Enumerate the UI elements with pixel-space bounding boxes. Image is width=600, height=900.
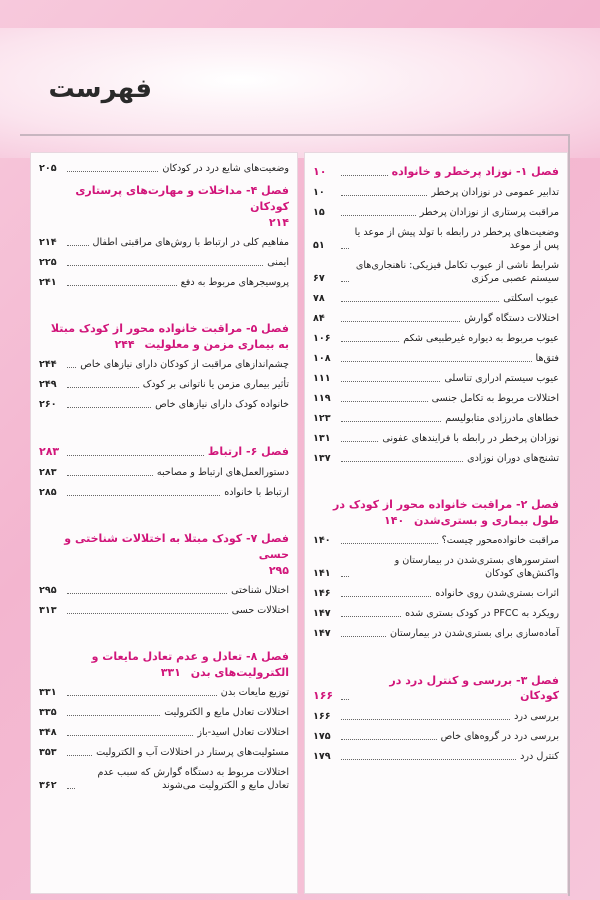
chapter-5-heading[interactable] bbox=[39, 317, 289, 355]
leader-dots bbox=[341, 719, 510, 720]
page-number: ۲۱۴ bbox=[268, 216, 289, 229]
leader-dots bbox=[341, 543, 438, 544]
entry-title: تشنج‌های دوران نوزادی bbox=[467, 453, 559, 464]
toc-entry[interactable] bbox=[313, 203, 559, 223]
leader-dots bbox=[67, 613, 228, 614]
entry-title: ارتباط با خانواده bbox=[224, 487, 289, 498]
leader-dots bbox=[341, 421, 441, 422]
toc-entry[interactable] bbox=[39, 763, 289, 796]
toc-entry[interactable] bbox=[39, 355, 289, 375]
entry-title: چشم‌اندازهای مراقبت از کودکان دارای نیازهای خاص bbox=[80, 359, 289, 370]
toc-entry[interactable] bbox=[313, 624, 559, 644]
leader-dots bbox=[341, 361, 532, 362]
entry-title: اختلال شناختی bbox=[231, 585, 289, 596]
leader-dots bbox=[341, 616, 401, 617]
toc-entry[interactable] bbox=[39, 581, 289, 601]
leader-dots bbox=[67, 495, 220, 496]
page-title: فهرست bbox=[48, 74, 152, 104]
toc-entry[interactable] bbox=[313, 369, 559, 389]
entry-title: شرایط ناشی از عیوب تکامل فیزیکی: ناهنجاری‌های سیستم عصبی مرکزی bbox=[355, 260, 559, 284]
chapter-3-items bbox=[313, 707, 559, 767]
entry-title: تأثیر بیماری مزمن یا ناتوانی بر کودک bbox=[142, 379, 289, 390]
page-number: ۲۸۳ bbox=[39, 445, 60, 458]
page-number: ۱۰۶ bbox=[313, 333, 331, 344]
toc-entry[interactable] bbox=[313, 223, 559, 256]
page-number: ۳۳۱ bbox=[39, 687, 57, 698]
toc-left-panel bbox=[30, 152, 298, 894]
toc-entry[interactable] bbox=[39, 743, 289, 763]
toc-entry[interactable] bbox=[313, 604, 559, 624]
toc-entry[interactable] bbox=[39, 159, 289, 179]
page-number: ۳۳۱ bbox=[160, 666, 181, 679]
chapter-title: فصل ۸- تعادل و عدم تعادل مایعات و الکترولیت‌های بدن bbox=[91, 650, 289, 679]
page-number: ۲۸۵ bbox=[39, 487, 57, 498]
page-number: ۶۷ bbox=[313, 273, 325, 284]
page-number: ۲۹۵ bbox=[268, 564, 289, 577]
entry-title: تدابیر عمومی در نوزادان پرخطر bbox=[431, 187, 559, 198]
entry-title: اختلالات مربوط به دستگاه گوارش که سبب عدم تعادل مایع و الکترولیت می‌شوند bbox=[97, 767, 289, 791]
leader-dots bbox=[67, 475, 153, 476]
page-number: ۱۱۱ bbox=[313, 373, 331, 384]
leader-dots bbox=[341, 596, 431, 597]
chapter-title: فصل ۷- کودک مبتلا به اختلالات شناختی و حسی bbox=[64, 532, 289, 561]
page-number: ۲۸۳ bbox=[39, 467, 57, 478]
leader-dots bbox=[341, 341, 399, 342]
leader-dots bbox=[67, 455, 204, 456]
page-number: ۲۰۵ bbox=[39, 163, 57, 174]
chapter-title: فصل ۳- بررسی و کنترل درد در کودکان bbox=[389, 674, 559, 702]
chapter-4-items bbox=[39, 233, 289, 293]
page-number: ۷۸ bbox=[313, 293, 325, 304]
toc-entry[interactable] bbox=[313, 449, 559, 469]
toc-entry[interactable] bbox=[313, 409, 559, 429]
page-number: ۳۶۲ bbox=[39, 780, 57, 791]
leader-dots bbox=[67, 171, 158, 172]
page-number: ۳۳۵ bbox=[39, 707, 57, 718]
entry-title: مفاهیم کلی در ارتباط با روش‌های مراقبتی اطفال bbox=[92, 237, 289, 248]
entry-title: وضعیت‌های پرخطر در رابطه با تولد پیش از موعد یا پس از موعد bbox=[354, 227, 559, 251]
toc-entry[interactable] bbox=[313, 349, 559, 369]
entry-title: فتق‌ها bbox=[535, 353, 559, 364]
toc-left-column bbox=[39, 159, 289, 796]
leader-dots bbox=[341, 461, 463, 462]
toc-entry[interactable] bbox=[313, 183, 559, 203]
entry-title: پروسیجرهای مربوط به دفع bbox=[180, 277, 289, 288]
toc-entry[interactable] bbox=[313, 309, 559, 329]
entry-title: بررسی درد bbox=[514, 711, 559, 722]
page-number: ۱۷۵ bbox=[313, 731, 331, 742]
toc-entry[interactable] bbox=[313, 747, 559, 767]
leader-dots bbox=[341, 441, 378, 442]
chapter-title: فصل ۵- مراقبت خانواده محور از کودک مبتلا به بیماری مزمن و معلولیت bbox=[50, 322, 289, 351]
page-number: ۱۴۷ bbox=[313, 628, 331, 639]
toc-entry[interactable] bbox=[39, 253, 289, 273]
leader-dots bbox=[341, 175, 388, 176]
page-number: ۲۲۵ bbox=[39, 257, 57, 268]
entry-title: خانواده کودک دارای نیازهای خاص bbox=[155, 399, 289, 410]
entry-title: اختلالات تعادل مایع و الکترولیت bbox=[164, 707, 289, 718]
chapter-6-heading[interactable] bbox=[39, 439, 289, 463]
leader-dots bbox=[341, 381, 440, 382]
leader-dots bbox=[341, 281, 349, 282]
toc-entry[interactable] bbox=[39, 463, 289, 483]
leader-dots bbox=[341, 576, 349, 577]
page-number: ۲۴۹ bbox=[39, 379, 57, 390]
leader-dots bbox=[67, 715, 160, 716]
page-number: ۲۴۴ bbox=[114, 338, 135, 351]
entry-title: دستورالعمل‌های ارتباط و مصاحبه bbox=[156, 467, 289, 478]
toc-entry[interactable] bbox=[313, 551, 559, 584]
chapter-2-items bbox=[313, 531, 559, 644]
page-number: ۳۴۸ bbox=[39, 727, 57, 738]
leader-dots bbox=[341, 301, 499, 302]
page-number: ۱۳۷ bbox=[313, 453, 331, 464]
entry-title: عیوب اسکلتی bbox=[503, 293, 559, 304]
toc-entry[interactable] bbox=[313, 707, 559, 727]
page-number: ۱۵ bbox=[313, 207, 325, 218]
page-number: ۱۳۱ bbox=[313, 433, 331, 444]
entry-title: اختلالات تعادل اسید-باز bbox=[197, 727, 289, 738]
toc-entry[interactable] bbox=[313, 429, 559, 449]
page-number: ۲۱۴ bbox=[39, 237, 57, 248]
page-number: ۱۶۶ bbox=[313, 689, 334, 702]
chapter-title: فصل ۴- مداخلات و مهارت‌های پرستاری کودکان bbox=[75, 184, 289, 213]
page-number: ۱۴۰ bbox=[384, 514, 405, 527]
leader-dots bbox=[67, 367, 76, 368]
entry-title: عیوب مربوط به دیواره غیرطبیعی شکم bbox=[403, 333, 559, 344]
page-number: ۱۴۱ bbox=[313, 568, 331, 579]
page-number: ۱۰۸ bbox=[313, 353, 331, 364]
toc-entry[interactable] bbox=[39, 601, 289, 621]
page-number: ۱۰ bbox=[313, 187, 325, 198]
toc-entry[interactable] bbox=[39, 395, 289, 415]
toc-entry[interactable] bbox=[39, 683, 289, 703]
chapter-title: فصل ۱- نوزاد پرخطر و خانواده bbox=[391, 165, 559, 178]
entry-title: اختلالات مربوط به تکامل جنسی bbox=[431, 393, 559, 404]
toc-entry[interactable] bbox=[313, 289, 559, 309]
leader-dots bbox=[341, 215, 416, 216]
toc-entry[interactable] bbox=[39, 375, 289, 395]
chapter-8-items bbox=[39, 683, 289, 796]
entry-title: توزیع مایعات بدن bbox=[220, 687, 289, 698]
chapter-3-heading[interactable] bbox=[313, 668, 559, 707]
page-number: ۲۶۰ bbox=[39, 399, 57, 410]
page-number: ۳۱۳ bbox=[39, 605, 57, 616]
toc-entry[interactable] bbox=[313, 531, 559, 551]
leader-dots bbox=[67, 285, 177, 286]
page-number: ۱۷۹ bbox=[313, 751, 331, 762]
leader-dots bbox=[67, 755, 92, 756]
entry-title: آماده‌سازی برای بستری‌شدن در بیمارستان bbox=[390, 628, 559, 639]
chapter-4-heading[interactable] bbox=[39, 179, 289, 233]
page-number: ۲۴۴ bbox=[39, 359, 57, 370]
page-number: ۱۰ bbox=[313, 165, 327, 178]
leader-dots bbox=[341, 401, 428, 402]
leader-dots bbox=[341, 195, 427, 196]
leader-dots bbox=[341, 759, 516, 760]
chapter-2-heading[interactable] bbox=[313, 493, 559, 531]
leader-dots bbox=[341, 739, 437, 740]
toc-entry[interactable] bbox=[313, 256, 559, 289]
entry-title: مراقبت خانواده‌محور چیست؟ bbox=[441, 535, 559, 546]
toc-entry[interactable] bbox=[313, 329, 559, 349]
entry-title: اختلالات حسی bbox=[231, 605, 289, 616]
entry-title: نوزادان پرخطر در رابطه با فرایندهای عفونی bbox=[382, 433, 559, 444]
chapter-6-items bbox=[39, 463, 289, 503]
leader-dots bbox=[341, 248, 349, 249]
page-number: ۲۹۵ bbox=[39, 585, 57, 596]
page-number: ۸۴ bbox=[313, 313, 325, 324]
page-number: ۱۲۳ bbox=[313, 413, 331, 424]
leader-dots bbox=[67, 245, 89, 246]
toc-entry[interactable] bbox=[313, 584, 559, 604]
page-number: ۱۱۹ bbox=[313, 393, 331, 404]
chapter-7-heading[interactable] bbox=[39, 527, 289, 581]
leader-dots bbox=[341, 699, 349, 700]
chapter-1-items bbox=[313, 183, 559, 469]
page-number: ۱۴۶ bbox=[313, 588, 331, 599]
chapter-5-items bbox=[39, 355, 289, 415]
entry-title: کنترل درد bbox=[520, 751, 559, 762]
leader-dots bbox=[341, 321, 460, 322]
leader-dots bbox=[341, 636, 386, 637]
chapter-8-heading[interactable] bbox=[39, 645, 289, 683]
entry-title: مسئولیت‌های پرستار در اختلالات آب و الکترولیت bbox=[96, 747, 289, 758]
toc-entry[interactable] bbox=[313, 727, 559, 747]
toc-entry[interactable] bbox=[39, 703, 289, 723]
entry-title: مراقبت پرستاری از نوزادان پرخطر bbox=[419, 207, 559, 218]
entry-title: عیوب سیستم ادراری تناسلی bbox=[444, 373, 559, 384]
page-number: ۲۴۱ bbox=[39, 277, 57, 288]
page-number: ۳۵۳ bbox=[39, 747, 57, 758]
page-number: ۱۴۰ bbox=[313, 535, 331, 546]
leader-dots bbox=[67, 387, 139, 388]
toc-entry[interactable] bbox=[39, 483, 289, 503]
leader-dots bbox=[67, 593, 227, 594]
toc-entry[interactable] bbox=[39, 723, 289, 743]
entry-title: اختلالات دستگاه گوارش bbox=[464, 313, 559, 324]
entry-title: ایمنی bbox=[267, 257, 289, 268]
toc-right-column bbox=[313, 159, 559, 767]
page-number: ۱۶۶ bbox=[313, 711, 331, 722]
chapter-title: فصل ۲- مراقبت خانواده محور از کودک در طول بیماری و بستری‌شدن bbox=[333, 498, 559, 527]
toc-entry[interactable] bbox=[39, 273, 289, 293]
entry-title: خطاهای مادرزادی متابولیسم bbox=[445, 413, 559, 424]
leader-dots bbox=[67, 735, 193, 736]
page-number: ۵۱ bbox=[313, 240, 325, 251]
entry-title: استرسورهای بستری‌شدن در بیمارستان و واکنش‌های کودکان bbox=[394, 555, 559, 579]
leader-dots bbox=[67, 407, 151, 408]
page-number: ۱۴۷ bbox=[313, 608, 331, 619]
entry-title: بررسی درد در گروه‌های خاص bbox=[440, 731, 559, 742]
entry-title: وضعیت‌های شایع درد در کودکان bbox=[162, 163, 289, 174]
leader-dots bbox=[67, 788, 75, 789]
chapter-title: فصل ۶- ارتباط bbox=[207, 445, 289, 458]
chapter-1-heading[interactable] bbox=[313, 159, 559, 183]
leader-dots bbox=[67, 265, 263, 266]
leader-dots bbox=[67, 695, 217, 696]
toc-entry[interactable] bbox=[39, 233, 289, 253]
entry-title: رویکرد به PFCC در کودک بستری شده bbox=[405, 608, 559, 619]
chapter-7-items bbox=[39, 581, 289, 621]
toc-entry[interactable] bbox=[313, 389, 559, 409]
toc-right-panel bbox=[304, 152, 568, 894]
entry-title: اثرات بستری‌شدن روی خانواده bbox=[435, 588, 559, 599]
